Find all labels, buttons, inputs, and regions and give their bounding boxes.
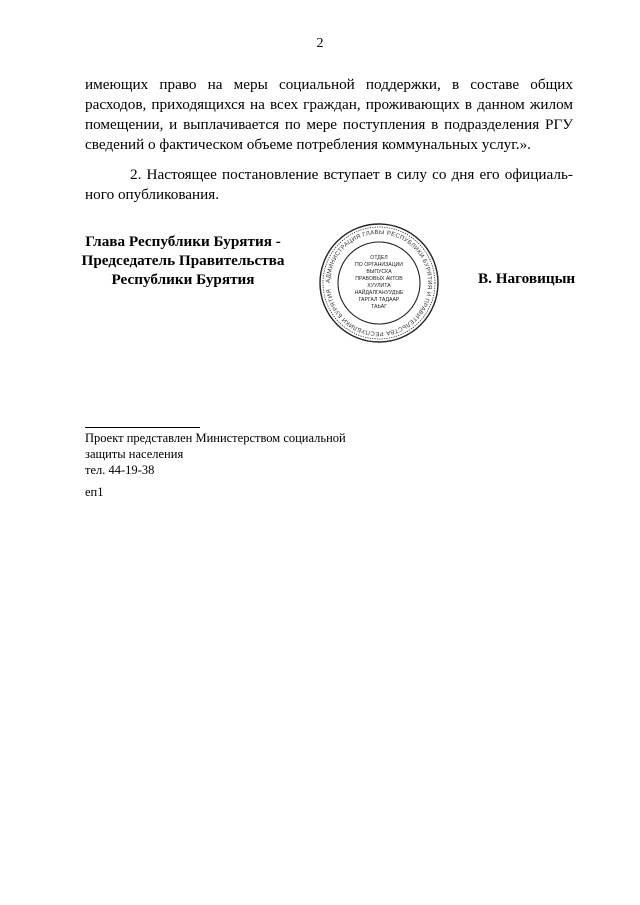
footnote-line: Проект представлен Министерством социальной <box>85 431 346 445</box>
signer-title-line: Республики Бурятия <box>111 271 255 288</box>
seal-center-line: ХУУЛИТА <box>367 283 391 289</box>
seal-center-line: НАЙДАЛГАНУУДЫЕ <box>354 290 404 296</box>
signer-title-line: Председатель Правительства <box>81 252 285 269</box>
paragraph-line: сведений о фактическом объеме потребления коммунальных услуг.». <box>85 136 531 153</box>
seal-center-line: ВЫПУСКА <box>366 269 392 275</box>
paragraph-line: расходов, приходящихся на всех граждан, проживающих в данном жилом <box>85 96 573 113</box>
footnote-line: защиты населения <box>85 447 184 461</box>
page-number: 2 <box>316 36 324 51</box>
seal-ring-text: АДМИНИСТРАЦИЯ ГЛАВЫ РЕСПУБЛИКИ БУРЯТИЯ И ПРАВИТЕЛЬСТВА РЕСПУБЛИКИ БУРЯТИЯ <box>325 229 433 337</box>
seal-center-line: ТАЬАГ <box>370 304 388 310</box>
seal-center-line: ПО ОРГАНИЗАЦИИ <box>355 262 403 268</box>
paragraph-line: 2. Настоящее постановление вступает в силу со дня его официаль- <box>130 166 573 183</box>
seal-center-line: ГАРГАЛ ТАДААР <box>358 297 400 303</box>
paragraph-line: имеющих право на меры социальной поддержки, в составе общих <box>85 76 573 93</box>
footnote-divider <box>85 427 200 428</box>
footnote-line: тел. 44-19-38 <box>85 463 155 477</box>
paragraph-continuation <box>85 75 573 155</box>
document-code: еп1 <box>85 485 104 499</box>
seal-center-line: ПРАВОВЫХ АКТОВ <box>355 276 403 282</box>
footnote <box>85 430 346 478</box>
official-seal <box>318 222 440 344</box>
signer-name: В. Наговицын <box>478 270 576 287</box>
signer-title-line: Глава Республики Бурятия - <box>85 233 281 250</box>
paragraph-line: помещении, и выплачивается по мере поступления в подразделения РГУ <box>85 116 573 133</box>
paragraph-effective-date <box>85 165 573 205</box>
paragraph-line: ного опубликования. <box>85 186 220 203</box>
seal-center-line: ОТДЕЛ <box>370 255 388 261</box>
signer-title <box>72 232 294 289</box>
